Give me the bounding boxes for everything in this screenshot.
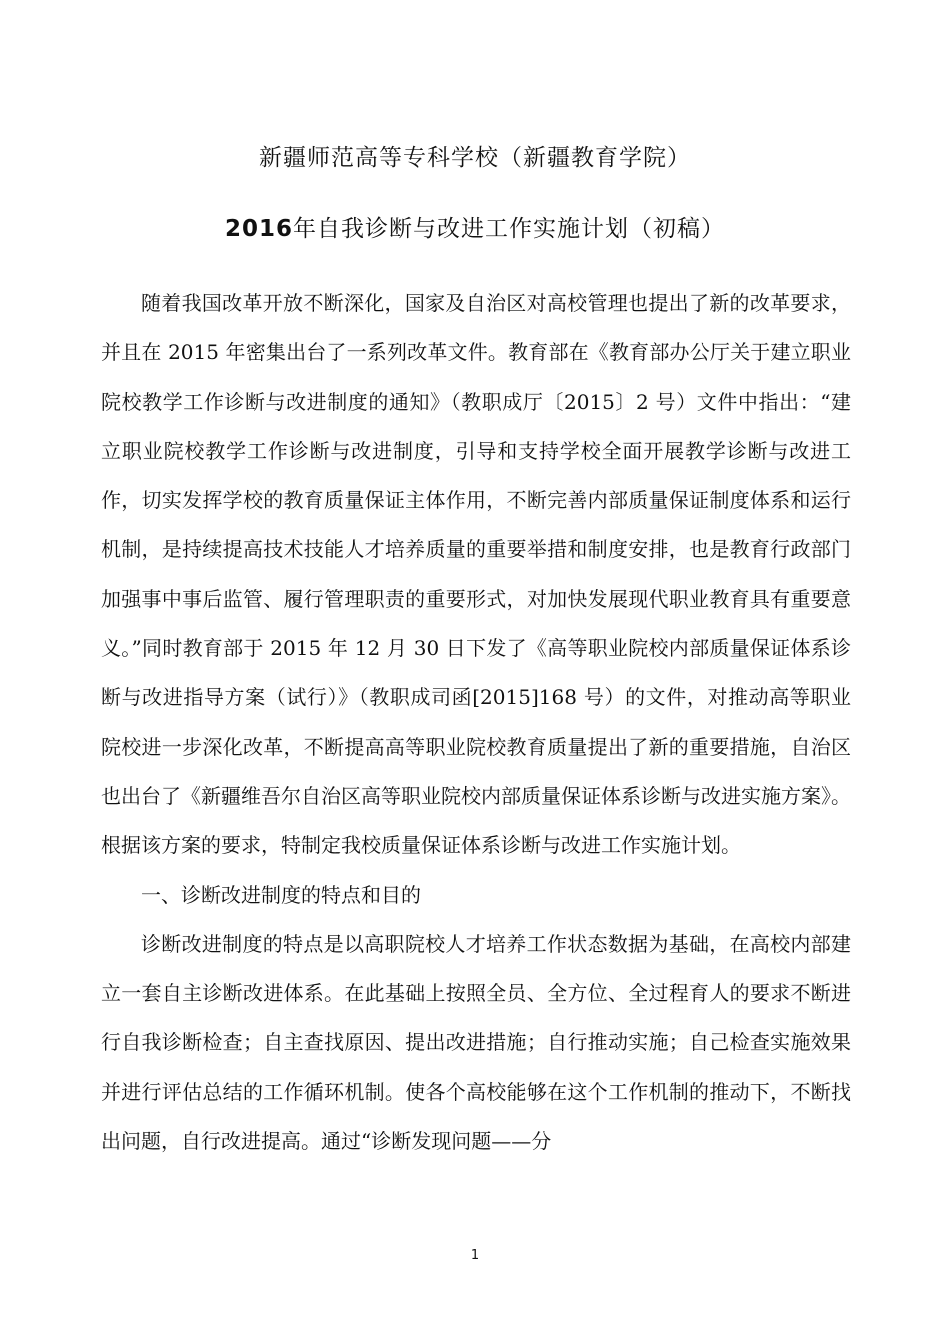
section-heading-1: 一、诊断改进制度的特点和目的 <box>141 882 421 907</box>
document-title-line1: 新疆师范高等专科学校（新疆教育学院） <box>259 145 691 171</box>
paragraph-intro: 随着我国改革开放不断深化，国家及自治区对高校管理也提出了新的改革要求，并且在 2015 年密集出台了一系列改革文件。教育部在《教育部办公厅关于建立职业院校教学工作诊断与改进制度的通知》（教职成厅〔2015〕2 号）文件中指出：“建立职业院校教学工作诊断与改进制度，引导和支持学校全面开展教学诊断与改进工作，切实发挥学校的教育质量保证主体作用，不断完善内部质量保证制度体系和运行机制，是持续提高技术技能人才培养质量的重要举措和制度安排，也是教育行政部门加强事中事后监管、履行管理职责的重要形式，对加快发展现代职业教育具有重要意义。”同时教育部于 2015 年 12 月 30 日下发了《高等职业院校内部质量保证体系诊断与改进指导方案（试行）》（教职成司函[2015]168 号）的文件，对推动高等职业院校进一步深化改革，不断提高高等职业院校教育质量提出了新的重要措施，自治区也出台了《新疆维吾尔自治区高等职业院校内部质量保证体系诊断与改进实施方案》。根据该方案的要求，特制定我校质量保证体系诊断与改进工作实施计划。 <box>101 291 851 858</box>
title-year: 2016 <box>224 216 293 242</box>
title-rest: 年自我诊断与改进工作实施计划（初稿） <box>293 216 725 242</box>
document-body <box>101 279 851 1166</box>
paragraph-features: 诊断改进制度的特点是以高职院校人才培养工作状态数据为基础，在高校内部建立一套自主诊断改进体系。在此基础上按照全员、全方位、全过程育人的要求不断进行自我诊断检查；自主查找原因、提出改进措施；自行推动实施；自己检查实施效果并进行评估总结的工作循环机制。使各个高校能够在这个工作机制的推动下，不断找出问题，自行改进提高。通过“诊断发现问题——分 <box>101 931 851 1154</box>
document-title-line2 <box>0 210 950 243</box>
page-number: 1 <box>470 1248 480 1263</box>
